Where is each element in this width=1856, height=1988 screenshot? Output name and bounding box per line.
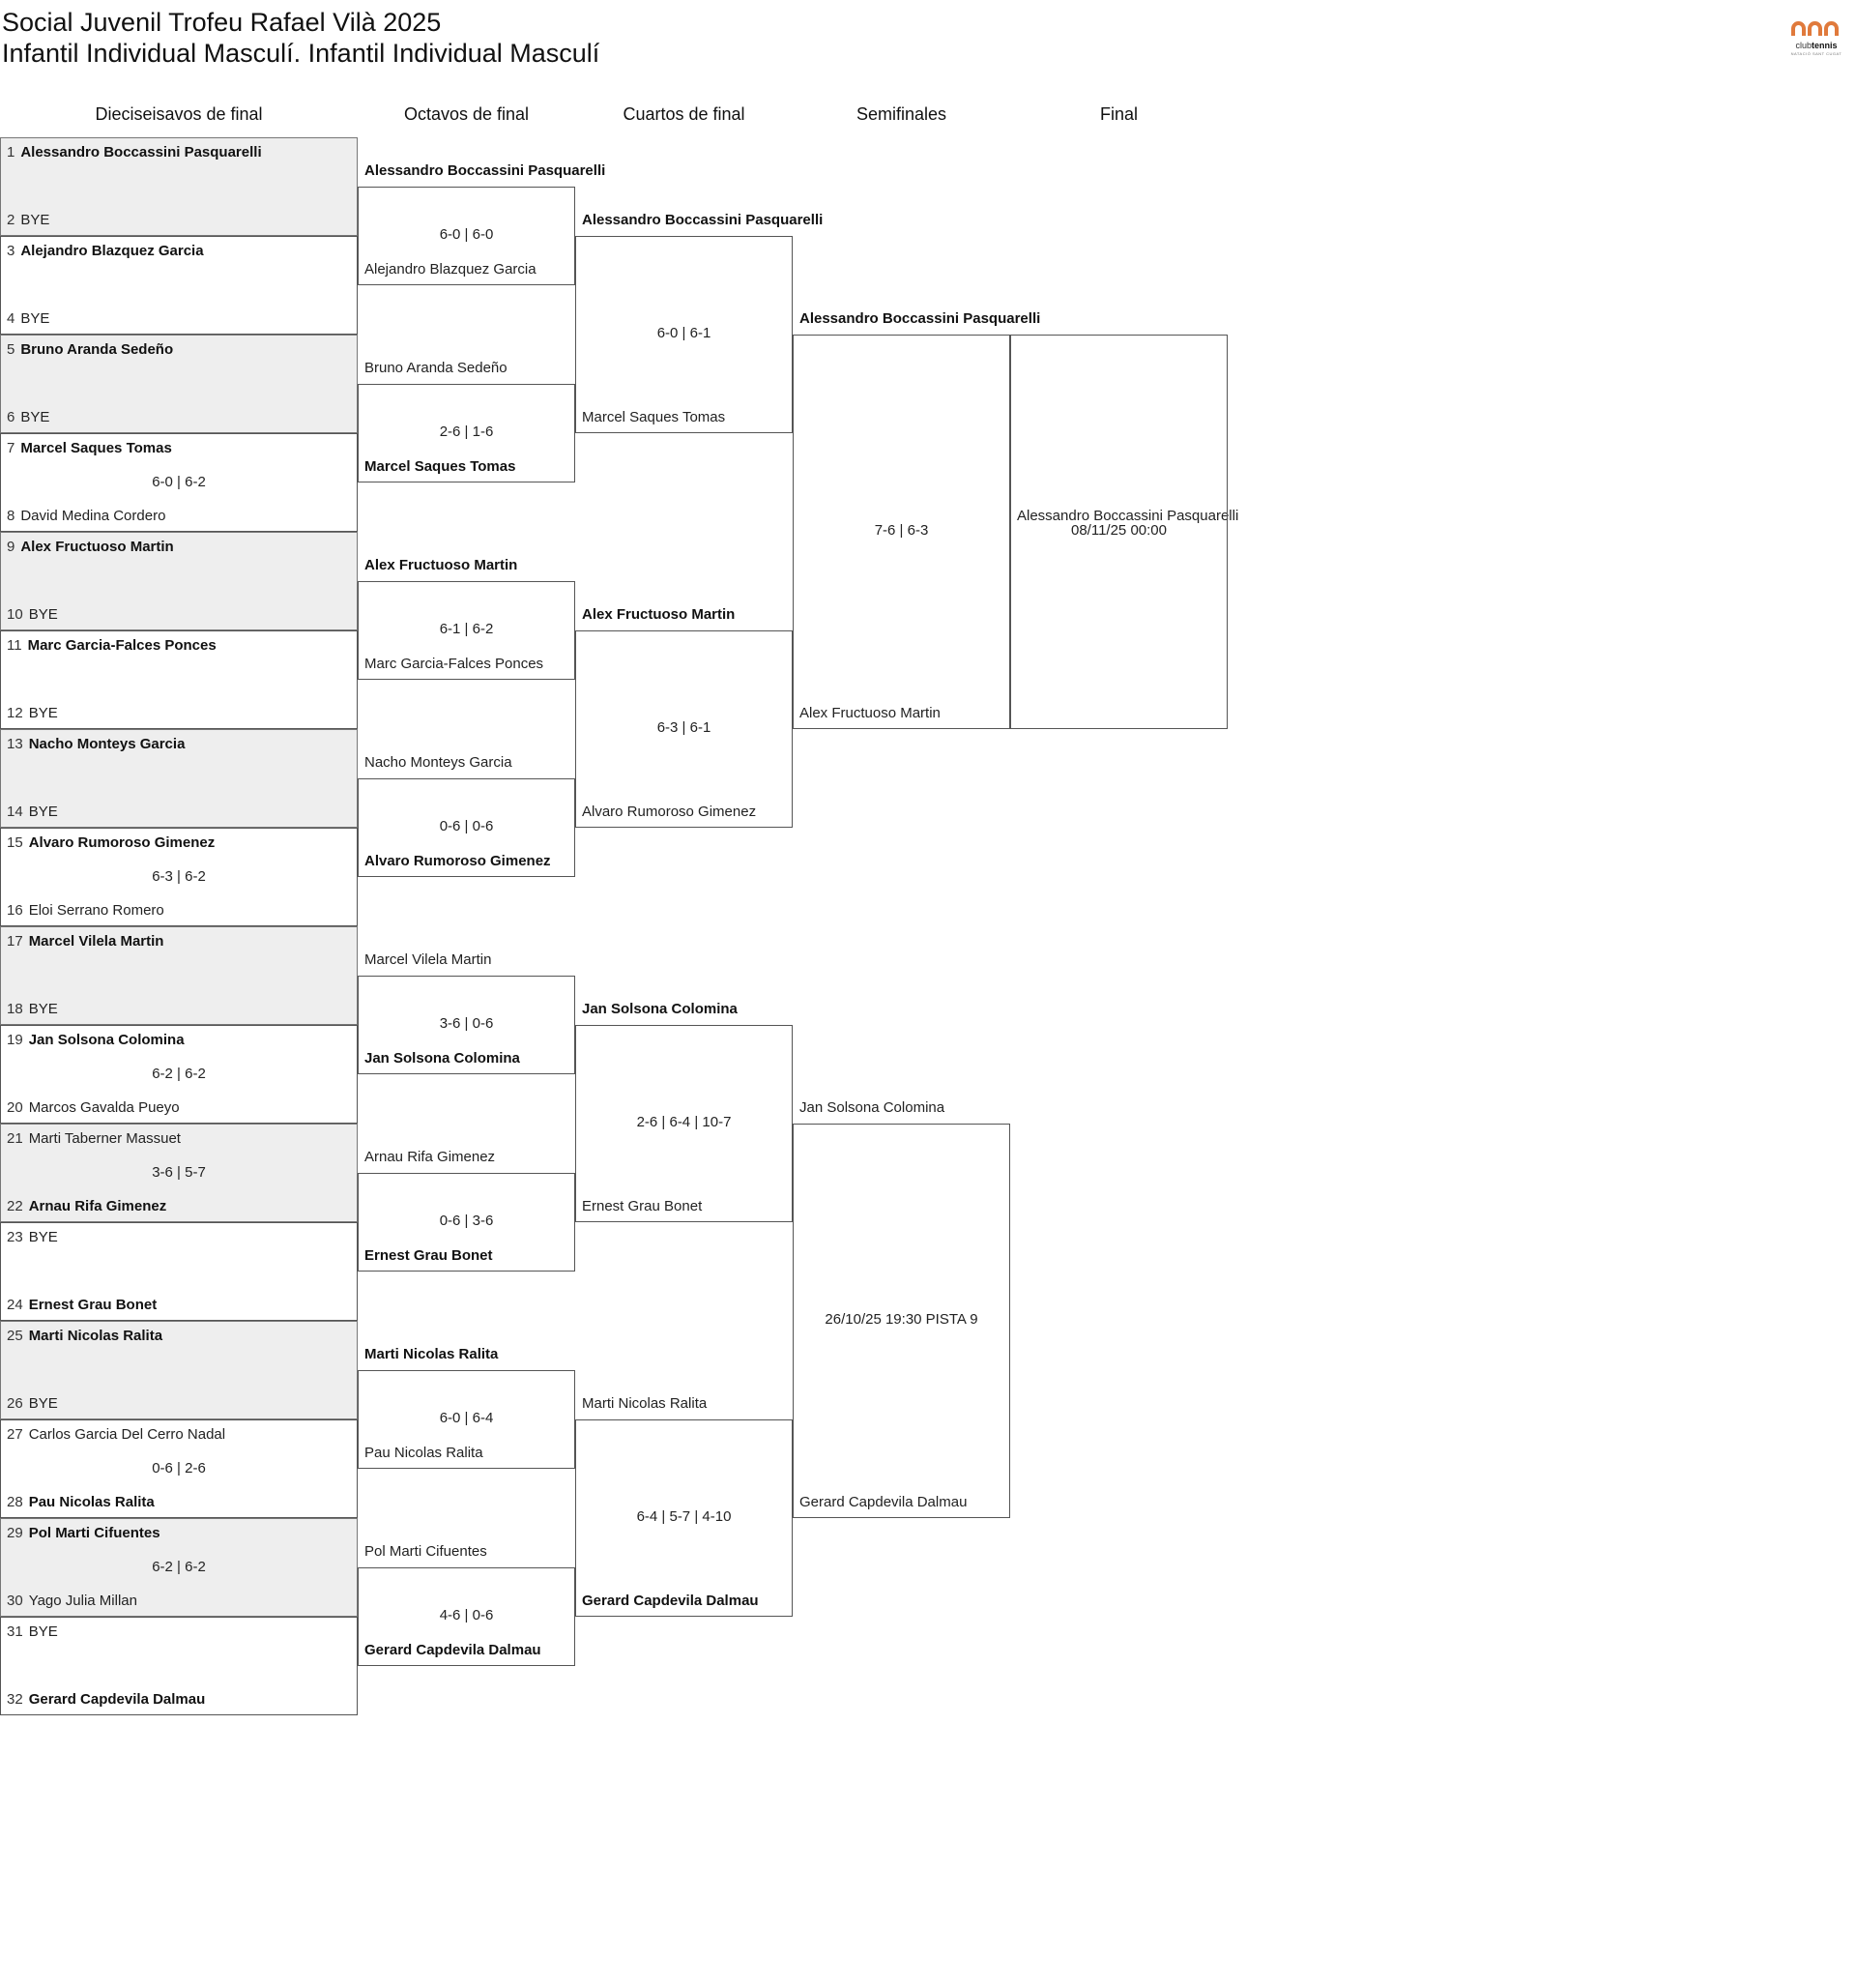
player-name: Marti Nicolas Ralita: [28, 1328, 163, 1344]
player-slot-r32[interactable]: [7, 310, 355, 327]
match-score-r32: 0-6 | 2-6: [152, 1460, 206, 1476]
player-name: Bruno Aranda Sedeño: [364, 360, 508, 376]
seed-number: 21: [7, 1130, 23, 1147]
seed-number: 7: [7, 440, 15, 456]
player-slot-qf[interactable]: [582, 212, 824, 228]
player-name: BYE: [28, 1229, 58, 1245]
player-slot-r32[interactable]: [7, 606, 355, 623]
player-slot-r32[interactable]: [7, 144, 355, 161]
page-title: Social Juvenil Trofeu Rafael Vilà 2025: [2, 8, 442, 37]
player-slot-r32[interactable]: [7, 1032, 355, 1048]
player-slot-r16[interactable]: [364, 557, 575, 573]
player-slot-r32[interactable]: [7, 341, 355, 358]
player-name: BYE: [28, 1623, 58, 1640]
player-slot-r32[interactable]: [7, 1395, 355, 1412]
round-header-r16: Octavos de final: [403, 104, 530, 124]
player-name: Nacho Monteys Garcia: [28, 736, 186, 752]
seed-number: 3: [7, 243, 15, 259]
player-slot-r32[interactable]: [7, 539, 355, 555]
player-name: Alessandro Boccassini Pasquarelli: [799, 310, 1041, 327]
seed-number: 18: [7, 1001, 23, 1017]
player-name: Gerard Capdevila Dalmau: [28, 1691, 206, 1708]
player-name: Alex Fructuoso Martin: [799, 705, 941, 721]
player-slot-qf[interactable]: [582, 606, 793, 623]
seed-number: 5: [7, 341, 15, 358]
player-name: Carlos Garcia Del Cerro Nadal: [28, 1426, 226, 1443]
player-name: Alejandro Blazquez Garcia: [364, 261, 536, 278]
seed-number: 13: [7, 736, 23, 752]
player-slot-r32[interactable]: [7, 409, 355, 425]
player-slot-r32[interactable]: [7, 1525, 355, 1541]
seed-number: 22: [7, 1198, 23, 1214]
match-score-qf: 6-0 | 6-1: [656, 325, 711, 341]
player-name: Ernest Grau Bonet: [28, 1297, 158, 1313]
player-name: Arnau Rifa Gimenez: [364, 1149, 496, 1165]
player-name: Bruno Aranda Sedeño: [20, 341, 174, 358]
match-score-r16: 4-6 | 0-6: [439, 1607, 494, 1623]
seed-number: 17: [7, 933, 23, 950]
player-name: BYE: [28, 1001, 58, 1017]
player-slot-sf[interactable]: [799, 1099, 1010, 1116]
player-name: Pol Marti Cifuentes: [28, 1525, 160, 1541]
match-score-r16: 6-0 | 6-4: [439, 1410, 494, 1426]
player-slot-r32[interactable]: [7, 705, 355, 721]
page-subtitle: Infantil Individual Masculí. Infantil Individual Masculí: [2, 39, 600, 68]
match-score-r32: 6-3 | 6-2: [152, 868, 206, 885]
player-slot-r16[interactable]: [364, 754, 575, 771]
player-name: Alessandro Boccassini Pasquarelli: [1017, 508, 1239, 524]
seed-number: 26: [7, 1395, 23, 1412]
match-score-r32: 3-6 | 5-7: [152, 1164, 206, 1181]
logo-brand: clubtennis: [1795, 41, 1838, 50]
player-name: Marcel Vilela Martin: [28, 933, 164, 950]
player-slot-r16[interactable]: [364, 1149, 575, 1165]
player-name: BYE: [28, 1395, 58, 1412]
player-slot-r32[interactable]: [7, 1328, 355, 1344]
seed-number: 8: [7, 508, 15, 524]
player-name: BYE: [20, 409, 50, 425]
player-name: BYE: [20, 212, 50, 228]
round-header-r32: Dieciseisavos de final: [95, 104, 263, 124]
player-name: Alessandro Boccassini Pasquarelli: [364, 162, 606, 179]
player-name: BYE: [28, 705, 58, 721]
seed-number: 27: [7, 1426, 23, 1443]
player-name: Marti Nicolas Ralita: [364, 1346, 499, 1362]
match-score-r32: 6-0 | 6-2: [152, 474, 206, 490]
seed-number: 14: [7, 804, 23, 820]
player-name: Marcel Saques Tomas: [582, 409, 726, 425]
player-name: Marti Nicolas Ralita: [582, 1395, 708, 1412]
player-slot-r32[interactable]: [7, 1691, 355, 1708]
player-name: Alejandro Blazquez Garcia: [20, 243, 204, 259]
player-name: Jan Solsona Colomina: [799, 1099, 945, 1116]
player-name: BYE: [28, 804, 58, 820]
player-slot-r32[interactable]: [7, 1001, 355, 1017]
seed-number: 9: [7, 539, 15, 555]
player-name: Marcos Gavalda Pueyo: [28, 1099, 180, 1116]
player-name: Marcel Saques Tomas: [20, 440, 172, 456]
seed-number: 12: [7, 705, 23, 721]
player-slot-r32[interactable]: [7, 637, 355, 654]
player-name: Alex Fructuoso Martin: [364, 557, 518, 573]
player-slot-r32[interactable]: [7, 834, 355, 851]
seed-number: 29: [7, 1525, 23, 1541]
player-name: Alex Fructuoso Martin: [20, 539, 174, 555]
match-score-qf: 6-4 | 5-7 | 4-10: [636, 1508, 732, 1525]
player-slot-r32[interactable]: [7, 508, 355, 524]
player-slot-r16[interactable]: [364, 1346, 575, 1362]
player-name: Alvaro Rumoroso Gimenez: [364, 853, 551, 869]
logo-tagline: NATACIÓ SANT CUGAT: [1790, 51, 1842, 56]
player-name: David Medina Cordero: [20, 508, 166, 524]
seed-number: 31: [7, 1623, 23, 1640]
seed-number: 23: [7, 1229, 23, 1245]
match-score-r16: 6-1 | 6-2: [439, 621, 494, 637]
match-score-qf: 6-3 | 6-1: [656, 719, 711, 736]
player-name: BYE: [28, 606, 58, 623]
player-name: Pau Nicolas Ralita: [364, 1445, 483, 1461]
logo-mark-icon: [1791, 21, 1842, 39]
match-score-r16: 2-6 | 1-6: [439, 424, 494, 440]
player-name: Marc Garcia-Falces Ponces: [27, 637, 217, 654]
seed-number: 28: [7, 1494, 23, 1510]
match-score-sf: 26/10/25 19:30 PISTA 9: [825, 1311, 978, 1328]
player-name: Jan Solsona Colomina: [28, 1032, 185, 1048]
player-name: Arnau Rifa Gimenez: [28, 1198, 167, 1214]
player-name: Marti Taberner Massuet: [28, 1130, 181, 1147]
player-slot-r32[interactable]: [7, 1593, 355, 1609]
player-slot-qf[interactable]: [582, 1395, 793, 1412]
seed-number: 16: [7, 902, 23, 919]
player-slot-r32[interactable]: [7, 1426, 355, 1443]
player-slot-r16[interactable]: [364, 360, 575, 376]
seed-number: 25: [7, 1328, 23, 1344]
round-header-sf: Semifinales: [856, 104, 947, 124]
player-name: Jan Solsona Colomina: [364, 1050, 520, 1067]
seed-number: 10: [7, 606, 23, 623]
match-score-r16: 3-6 | 0-6: [439, 1015, 494, 1032]
player-name: Alessandro Boccassini Pasquarelli: [582, 212, 824, 228]
final-schedule: 08/11/25 00:00: [1071, 522, 1167, 539]
player-name: Eloi Serrano Romero: [28, 902, 164, 919]
player-slot-r32[interactable]: [7, 902, 355, 919]
player-name: Ernest Grau Bonet: [364, 1247, 493, 1264]
match-score-r16: 6-0 | 6-0: [439, 226, 494, 243]
player-name: Pol Marti Cifuentes: [364, 1543, 487, 1560]
player-slot-r32[interactable]: [7, 736, 355, 752]
player-slot-sf[interactable]: [799, 310, 1041, 327]
player-slot-r32[interactable]: [7, 243, 355, 259]
match-score-r32: 6-2 | 6-2: [152, 1559, 206, 1575]
seed-number: 15: [7, 834, 23, 851]
player-slot-r32[interactable]: [7, 440, 355, 456]
player-slot-r32[interactable]: [7, 1494, 355, 1510]
match-score-r16: 0-6 | 0-6: [439, 818, 494, 834]
match-score-qf: 2-6 | 6-4 | 10-7: [636, 1114, 732, 1130]
player-name: BYE: [20, 310, 50, 327]
player-name: Marcel Vilela Martin: [364, 951, 492, 968]
match-score-sf: 7-6 | 6-3: [874, 522, 929, 539]
player-name: Gerard Capdevila Dalmau: [799, 1494, 968, 1510]
player-slot-r16[interactable]: [364, 1543, 575, 1560]
round-header-final: Final: [1099, 104, 1138, 124]
player-name: Alex Fructuoso Martin: [582, 606, 736, 623]
player-name: Marc Garcia-Falces Ponces: [364, 656, 544, 672]
match-score-r16: 0-6 | 3-6: [439, 1213, 494, 1229]
round-header-qf: Cuartos de final: [623, 104, 745, 124]
seed-number: 1: [7, 144, 15, 161]
seed-number: 11: [7, 637, 22, 654]
club-logo: [1786, 21, 1846, 58]
player-slot-qf[interactable]: [582, 1001, 793, 1017]
player-slot-r32[interactable]: [7, 933, 355, 950]
player-name: Yago Julia Millan: [28, 1593, 137, 1609]
player-name: Gerard Capdevila Dalmau: [582, 1593, 759, 1609]
player-name: Alessandro Boccassini Pasquarelli: [20, 144, 262, 161]
seed-number: 32: [7, 1691, 23, 1708]
seed-number: 2: [7, 212, 15, 228]
seed-number: 19: [7, 1032, 23, 1048]
player-name: Ernest Grau Bonet: [582, 1198, 703, 1214]
player-name: Jan Solsona Colomina: [582, 1001, 738, 1017]
player-name: Alvaro Rumoroso Gimenez: [28, 834, 216, 851]
player-slot-r16[interactable]: [364, 162, 606, 179]
player-name: Gerard Capdevila Dalmau: [364, 1642, 541, 1658]
player-slot-r32[interactable]: [7, 1198, 355, 1214]
seed-number: 4: [7, 310, 15, 327]
seed-number: 30: [7, 1593, 23, 1609]
player-slot-r16[interactable]: [364, 951, 575, 968]
player-slot-r32[interactable]: [7, 1297, 355, 1313]
player-slot-r32[interactable]: [7, 1130, 355, 1147]
seed-number: 6: [7, 409, 15, 425]
seed-number: 24: [7, 1297, 23, 1313]
player-name: Pau Nicolas Ralita: [28, 1494, 155, 1510]
match-score-r32: 6-2 | 6-2: [152, 1066, 206, 1082]
seed-number: 20: [7, 1099, 23, 1116]
player-slot-r32[interactable]: [7, 1099, 355, 1116]
player-slot-r32[interactable]: [7, 804, 355, 820]
player-name: Nacho Monteys Garcia: [364, 754, 512, 771]
player-slot-r32[interactable]: [7, 212, 355, 228]
player-slot-r32[interactable]: [7, 1229, 355, 1245]
player-name: Alvaro Rumoroso Gimenez: [582, 804, 757, 820]
player-name: Marcel Saques Tomas: [364, 458, 516, 475]
player-slot-r32[interactable]: [7, 1623, 355, 1640]
